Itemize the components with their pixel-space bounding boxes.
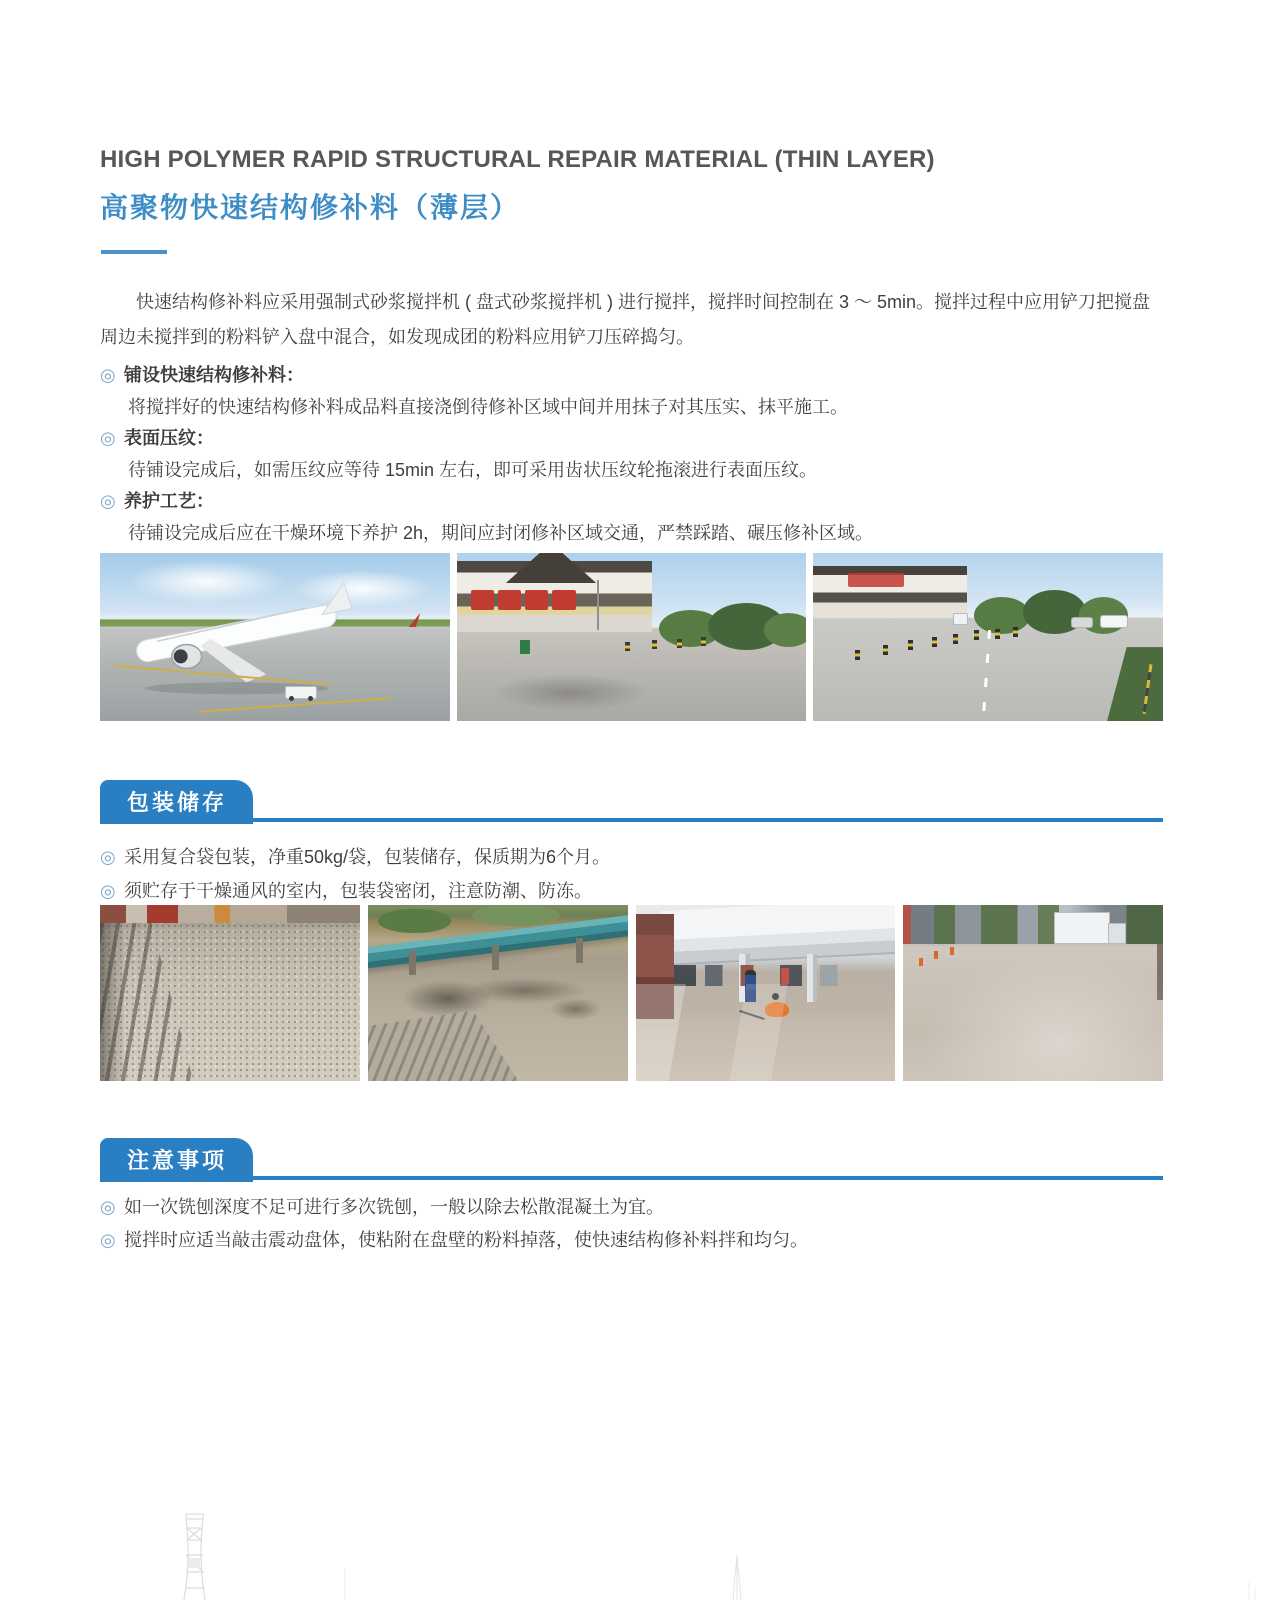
step-desc-laying: 将搅拌好的快速结构修补料成品料直接浇倒待修补区域中间并用抹子对其压实、抹平施工。 [128,397,848,417]
red-sign-graphic [471,590,576,610]
bullet-text: 须贮存于干燥通风的室内，包装袋密闭，注意防潮、防冻。 [124,881,592,901]
bullet-text: 搅拌时应适当敲击震动盘体，使粘附在盘壁的粉料掉落，使快速结构修补料拌和均匀。 [124,1230,808,1250]
section-header-notes [100,1138,1163,1180]
tree-graphic [764,613,806,647]
red-tail-fin-graphic [409,613,421,627]
intro-paragraph: 快速结构修补料应采用强制式砂浆搅拌机 ( 盘式砂浆搅拌机 ) 进行搅拌，搅拌时间控制在 3 ～ 5min。搅拌过程中应用铲刀把搅盘周边未搅拌到的粉料铲入盘中混合，如发现成团的粉料应用铲刀压碎捣匀。 [100,292,1151,347]
van-graphic [953,613,968,625]
canopy-graphic [661,905,895,966]
vegetation-graphic [378,909,451,934]
lattice-tower-sketch [184,1514,205,1600]
truck-cab-graphic [1108,923,1126,944]
tow-truck-graphic [285,686,317,699]
step-label-laying [100,364,1166,386]
traffic-cone-graphic [677,639,682,648]
fuel-pump-graphic [781,968,789,984]
section-title: 包装储存 [127,789,228,815]
step-label-text: 表面压纹： [124,428,214,448]
roadside-trucks-graphic [100,905,360,923]
ring-bullet-icon: ◎ [100,1230,116,1250]
bullet-text: 采用复合袋包装，净重50kg/袋，包装储存，保质期为6个月。 [124,847,611,867]
photo-bridge-deck-repair [368,905,628,1081]
photo-service-area-building [457,553,807,721]
traffic-cone-graphic [953,634,958,644]
traffic-cone-graphic [883,645,888,655]
car-graphic [1100,615,1128,628]
ring-bullet-icon: ◎ [100,881,116,901]
photo-service-area-road [813,553,1163,721]
photo-gas-station-workers [636,905,896,1081]
wet-surface-sheen [636,984,896,1081]
traffic-cone-graphic [625,642,630,651]
guardrail-post [492,945,499,970]
section-tab [100,780,253,824]
traffic-cone-graphic [855,650,860,660]
car-graphic [1071,617,1093,628]
traffic-cone-graphic [701,637,706,646]
fresh-concrete-sheen [903,944,1163,1081]
trash-bin-graphic [520,640,530,653]
section-tab [100,1138,253,1182]
bullet-text: 如一次铣刨深度不足可进行多次铣刨，一般以除去松散混凝土为宜。 [124,1197,664,1217]
step-label-text: 铺设快速结构修补料： [124,365,304,385]
section-rule [100,818,1163,822]
photo-milled-pavement [100,905,360,1081]
section-rule [100,1176,1163,1180]
road-edge-shadow [100,923,126,1081]
page-title-chinese: 高聚物快速结构修补料（薄层） [100,192,521,223]
traffic-cone-graphic [1013,627,1018,637]
photo-row-worksites [100,905,1163,1081]
step-label-curing [100,490,1166,512]
vegetation-graphic [472,905,560,926]
hedge-graphic [1107,647,1163,721]
airplane-graphic [117,580,376,701]
red-sign-graphic [848,573,904,586]
section-header-packaging-storage [100,780,1163,822]
step-desc-curing: 待铺设完成后应在干燥环境下养护 2h，期间应封闭修补区域交通，严禁踩踏、碾压修补区域。 [128,523,874,543]
skyline-sketch [0,1510,1287,1600]
small-structure-sketch [345,1568,1255,1600]
debris-patches [383,972,612,1025]
step-desc-surface-texturing: 待铺设完成后，如需压纹应等待 15min 左右，即可采用齿状压纹轮拖滚进行表面压纹。 [128,460,818,480]
wet-patch-graphic [492,674,649,711]
ring-bullet-icon: ◎ [100,1197,116,1217]
photo-airplane-on-apron [100,553,450,721]
light-pole-graphic [597,580,599,630]
lane-marking [982,630,991,717]
traffic-cone-graphic [974,630,979,640]
tree-graphic [974,597,1030,634]
box-truck-graphic [1054,912,1111,944]
traffic-cone-graphic [908,640,913,650]
packaging-bullet-1 [100,846,1166,868]
notes-bullet-1 [100,1196,1166,1218]
packaging-bullet-2 [100,880,1166,902]
page-title-english: HIGH POLYMER RAPID STRUCTURAL REPAIR MATERIAL (THIN LAYER) [100,146,935,173]
traffic-cone-graphic [995,629,1000,639]
ring-bullet-icon: ◎ [100,428,116,448]
photo-fresh-repair-surface [903,905,1163,1081]
ring-bullet-icon: ◎ [100,847,116,867]
thin-spire-sketch [733,1555,741,1600]
ring-bullet-icon: ◎ [100,365,116,385]
section-title: 注意事项 [127,1147,228,1173]
notes-bullet-2 [100,1229,1166,1251]
guardrail-post [576,938,583,963]
traffic-cone-graphic [652,640,657,649]
ring-bullet-icon: ◎ [100,491,116,511]
step-label-surface-texturing [100,427,1166,449]
step-label-text: 养护工艺： [124,491,214,511]
traffic-cone-graphic [932,637,937,647]
photo-row-applications [100,553,1163,721]
title-underline-accent [101,250,167,254]
